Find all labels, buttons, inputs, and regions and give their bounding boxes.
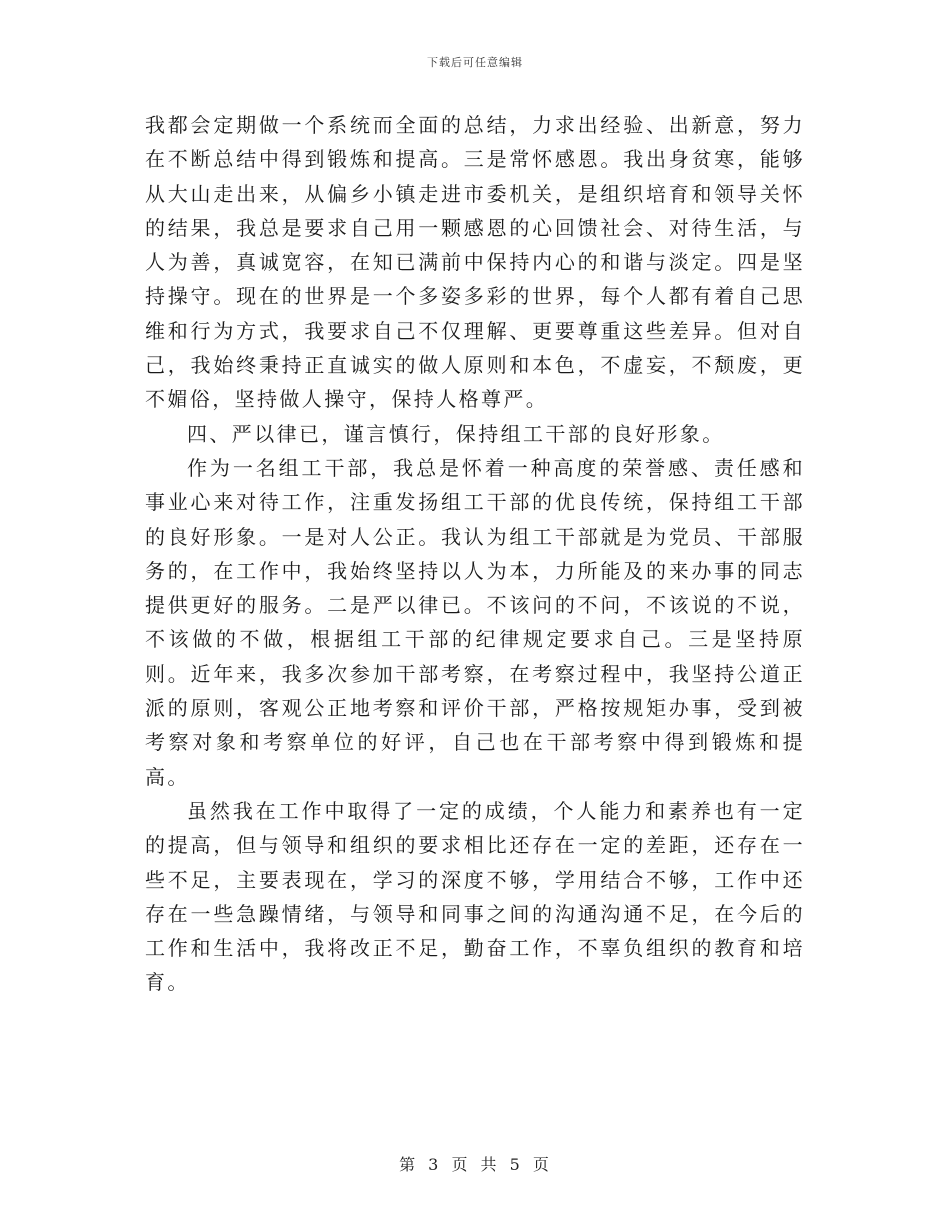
paragraph: 作为一名组工干部，我总是怀着一种高度的荣誉感、责任感和事业心来对待工作，注重发扬组工干部的优良传统，保持组工干部的良好形象。一是对人公正。我认为组工干部就是为党员、干部服务的，在工作中，我始终坚持以人为本，力所能及的来办事的同志提供更好的服务。二是严以律已。不该问的不问，不该说的不说，不该做的不做，根据组工干部的纪律规定要求自己。三是坚持原则。近年来，我多次参加干部考察，在考察过程中，我坚持公道正派的原则，客观公正地考察和评价干部，严格按规矩办事，受到被考察对象和考察单位的好评，自己也在干部考察中得到锻炼和提高。: [145, 455, 805, 789]
paragraph-continued: 我都会定期做一个系统而全面的总结，力求出经验、出新意，努力在不断总结中得到锻炼和提高。三是常怀感恩。我出身贫寒，能够从大山走出来，从偏乡小镇走进市委机关，是组织培育和领导关怀的结果，我总是要求自己用一颗感恩的心回馈社会、对待生活，与人为善，真诚宽容，在知已满前中保持内心的和谐与淡定。四是坚持操守。现在的世界是一个多姿多彩的世界，每个人都有着自己思维和行为方式，我要求自己不仅理解、更要尊重这些差异。但对自己，我始终秉持正直诚实的做人原则和本色，不虚妄，不颓废，更不媚俗，坚持做人操守，保持人格尊严。: [145, 113, 805, 412]
page-header: 下载后可任意编辑: [427, 56, 523, 69]
document-body: [145, 108, 805, 1000]
section-heading: 四、严以律已，谨言慎行，保持组工干部的良好形象。: [187, 421, 725, 446]
paragraph: 虽然我在工作中取得了一定的成绩，个人能力和素养也有一定的提高，但与领导和组织的要求相比还存在一定的差距，还存在一些不足，主要表现在，学习的深度不够，学用结合不够，工作中还存在一些急躁情绪，与领导和同事之间的沟通沟通不足，在今后的工作和生活中，我将改正不足，勤奋工作，不辜负组织的教育和培育。: [145, 798, 805, 995]
page-number: 第 3 页 共 5 页: [399, 1155, 551, 1174]
